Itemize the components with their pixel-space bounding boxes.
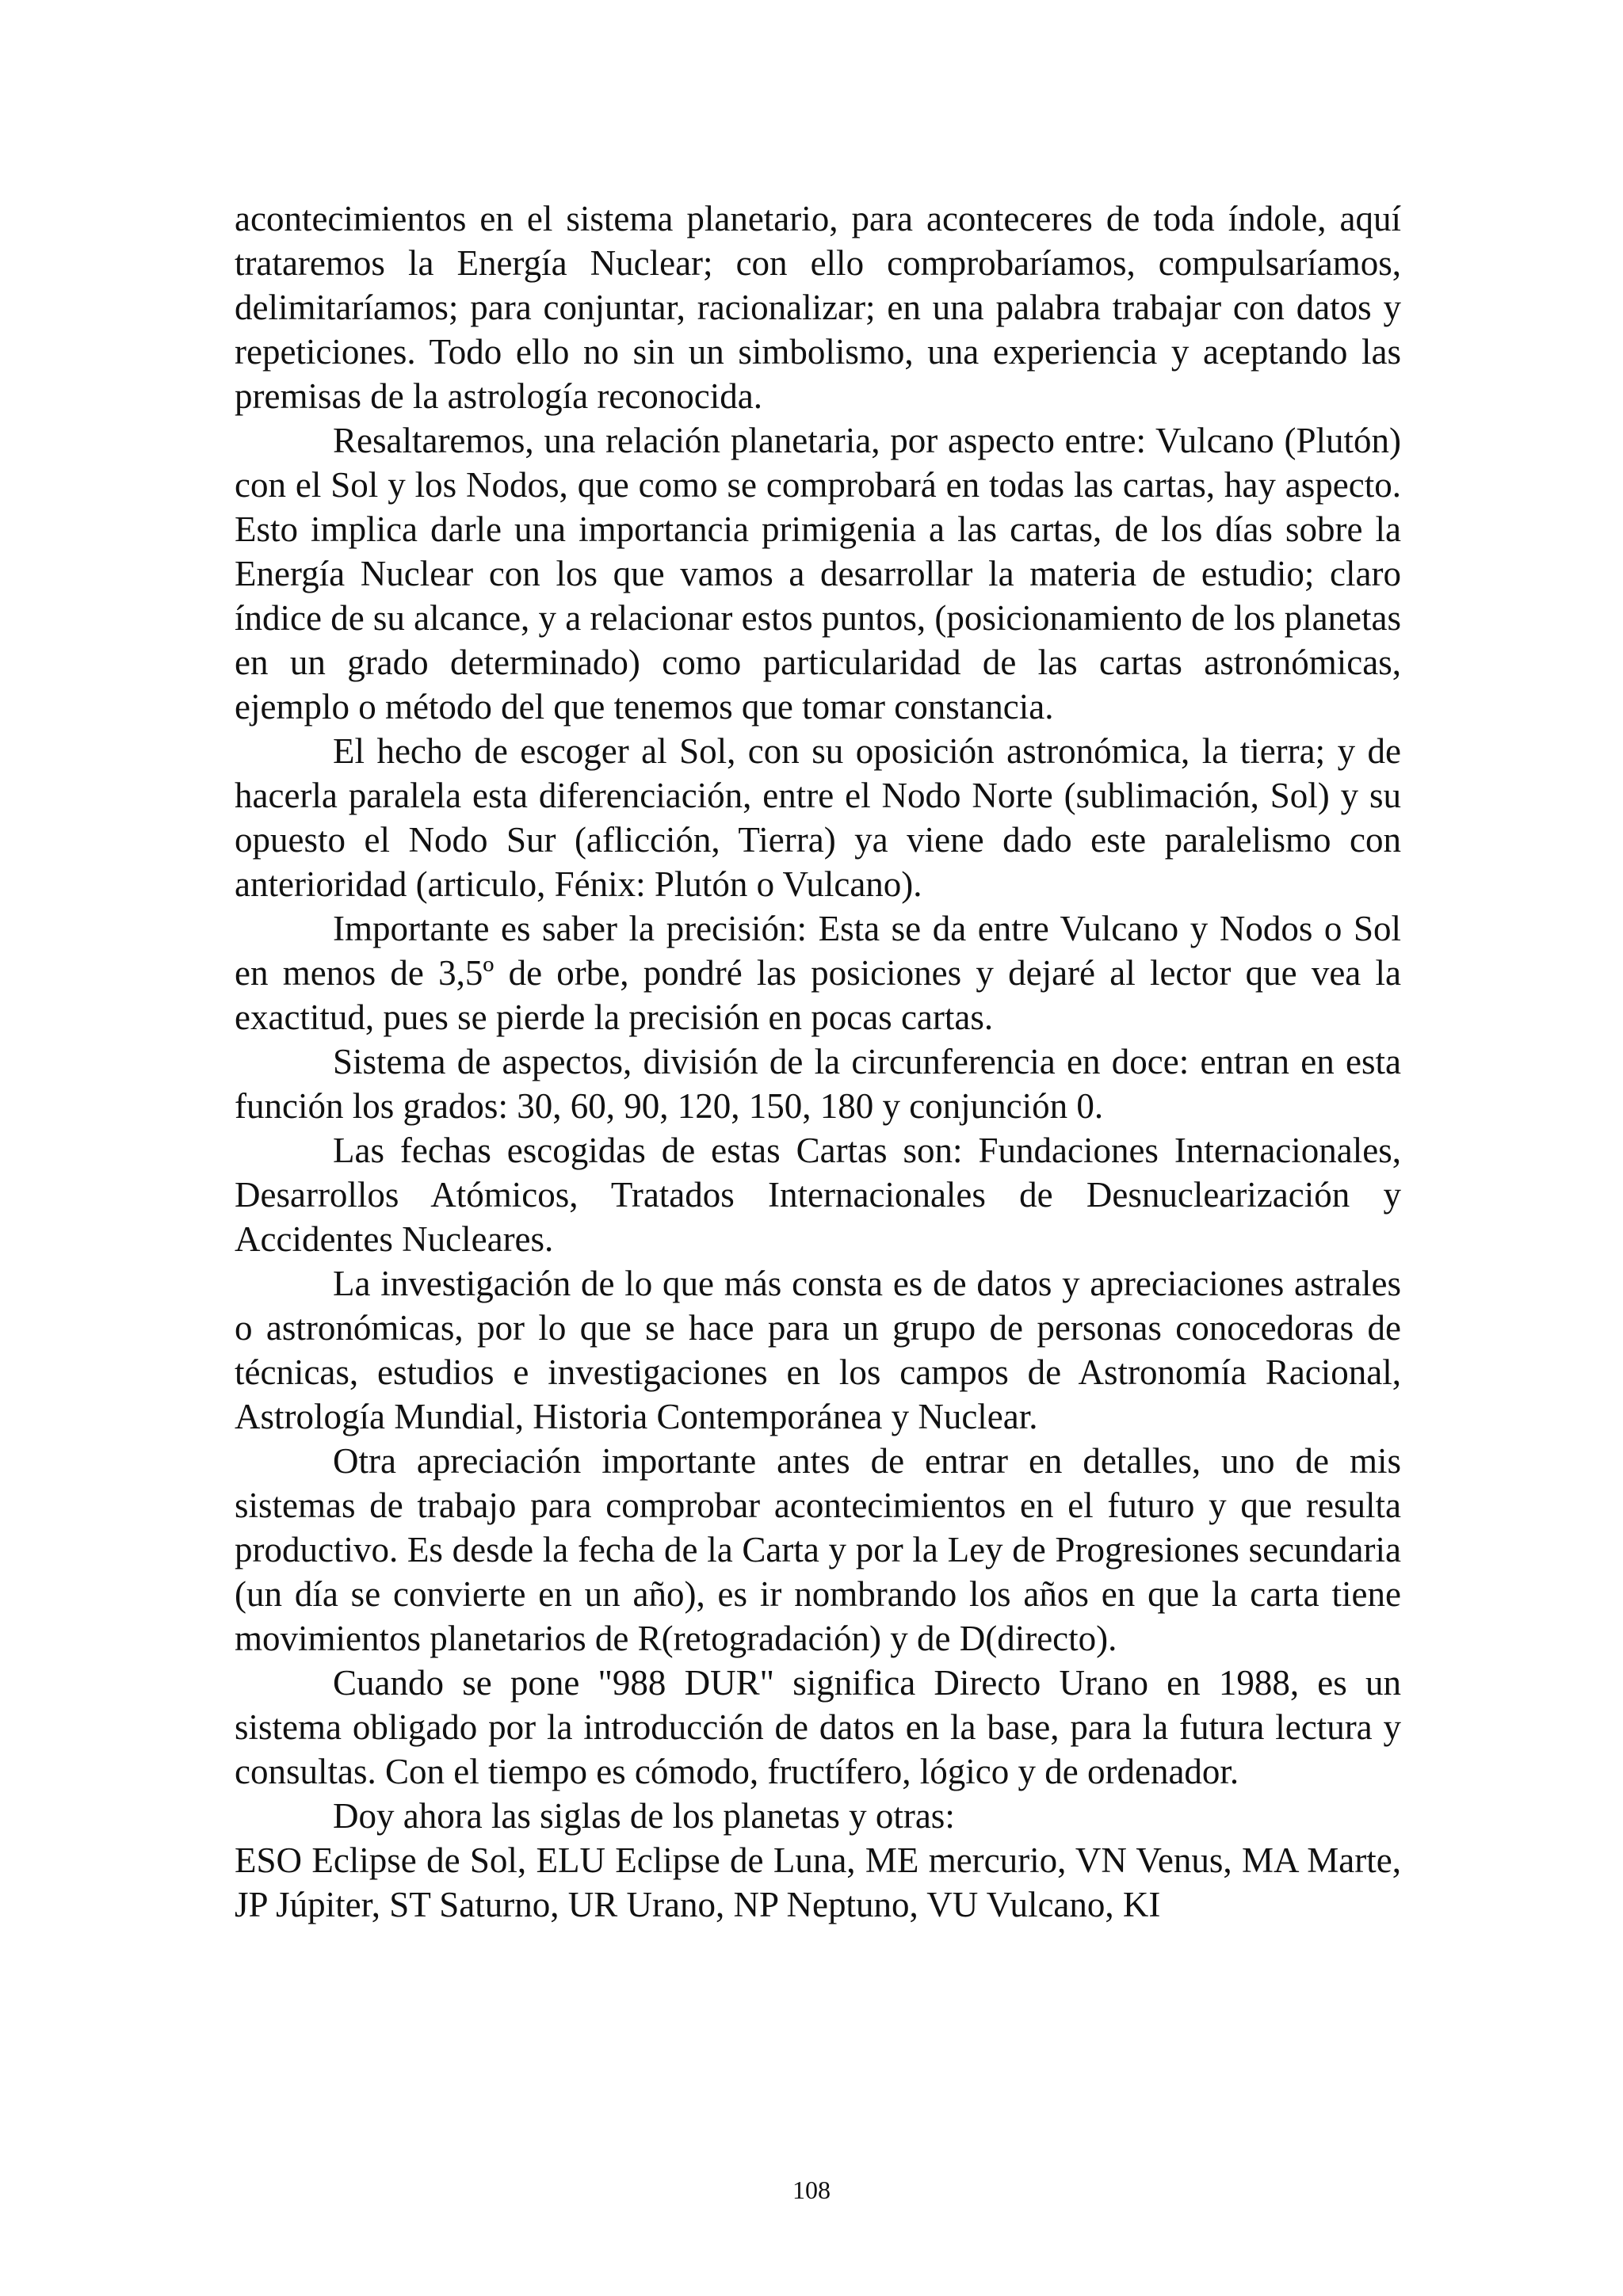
paragraph-5: Sistema de aspectos, división de la circunferencia en doce: entran en esta función los grados: 30, 60, 90, 120, 150, 180 y conjunción 0. xyxy=(235,1042,1401,1126)
body-text xyxy=(235,196,1401,1927)
paragraph-7: La investigación de lo que más consta es de datos y apreciaciones astrales o astronómicas, por lo que se hace para un grupo de personas conocedoras de técnicas, estudios e investigaciones en los campos de Astronomía Racional, Astrología Mundial, Historia Contemporánea y Nuclear. xyxy=(235,1264,1401,1436)
paragraph-10: Doy ahora las siglas de los planetas y otras: xyxy=(333,1796,955,1836)
paragraph-2: Resaltaremos, una relación planetaria, por aspecto entre: Vulcano (Plutón) con el Sol y los Nodos, que como se comprobará en todas las cartas, hay aspecto. Esto implica darle una importancia primigenia a las cartas, de los días sobre la Energía Nuclear con los que vamos a desarrollar la materia de estudio; claro índice de su alcance, y a relacionar estos puntos, (posicionamiento de los planetas en un grado determinado) como particularidad de las cartas astronómicas, ejemplo o método del que tenemos que tomar constancia. xyxy=(235,421,1402,727)
paragraph-3: El hecho de escoger al Sol, con su oposición astronómica, la tierra; y de hacerla paralela esta diferenciación, entre el Nodo Norte (sublimación, Sol) y su opuesto el Nodo Sur (aflicción, Tierra) ya viene dado este paralelismo con anterioridad (articulo, Fénix: Plutón o Vulcano). xyxy=(235,731,1401,904)
paragraph-6: Las fechas escogidas de estas Cartas son: Fundaciones Internacionales, Desarrollos Atómicos, Tratados Internacionales de Desnuclearización y Accidentes Nucleares. xyxy=(235,1131,1401,1259)
paragraph-9: Cuando se pone "988 DUR" significa Directo Urano en 1988, es un sistema obligado por la introducción de datos en la base, para la futura lectura y consultas. Con el tiempo es cómodo, fructífero, lógico y de ordenador. xyxy=(235,1663,1401,1791)
paragraph-4: Importante es saber la precisión: Esta se da entre Vulcano y Nodos o Sol en menos de 3,5º de orbe, pondré las posiciones y dejaré al lector que vea la exactitud, pues se pierde la precisión en pocas cartas. xyxy=(235,909,1401,1037)
paragraph-1: acontecimientos en el sistema planetario, para aconteceres de toda índole, aquí trataremos la Energía Nuclear; con ello comprobaríamos, compulsaríamos, delimitaríamos; para conjuntar, racionalizar; en una palabra trabajar con datos y repeticiones. Todo ello no sin un simbolismo, una experiencia y aceptando las premisas de la astrología reconocida. xyxy=(235,199,1401,416)
paragraph-11: ESO Eclipse de Sol, ELU Eclipse de Luna, ME mercurio, VN Venus, MA Marte, JP Júpiter, ST Saturno, UR Urano, NP Neptuno, VU Vulcano, KI xyxy=(235,1840,1401,1924)
page-number: 108 xyxy=(792,2176,831,2204)
paragraph-8: Otra apreciación importante antes de entrar en detalles, uno de mis sistemas de trabajo para comprobar acontecimientos en el futuro y que resulta productivo. Es desde la fecha de la Carta y por la Ley de Progresiones secundaria (un día se convierte en un año), es ir nombrando los años en que la carta tiene movimientos planetarios de R(retogradación) y de D(directo). xyxy=(235,1441,1401,1658)
